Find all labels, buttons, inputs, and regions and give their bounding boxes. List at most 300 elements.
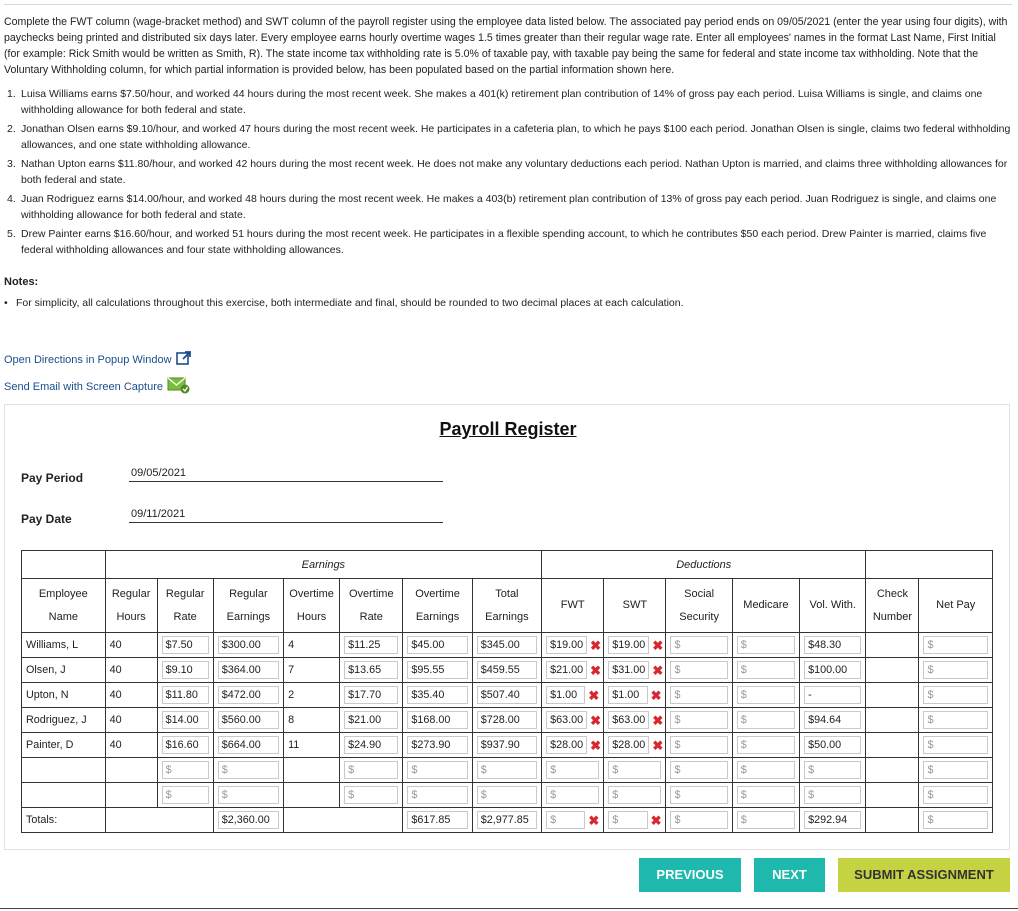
cell-content xyxy=(407,736,467,754)
cell-medicare[interactable] xyxy=(732,633,799,658)
header-text: Regular xyxy=(229,587,268,600)
item-text: Juan Rodriguez earns $14.00/hour, and worked 48 hours during the most recent week. He makes a 403(b) retirement plan contribution of 13% of gross pay each period. Juan Rodriguez is single, and claims one withholding allowance for both federal and state. xyxy=(21,193,997,221)
cell-ss[interactable] xyxy=(666,633,732,658)
cell-swt[interactable] xyxy=(604,708,666,733)
cell-ot-earn xyxy=(403,683,472,708)
cell-value[interactable]: $ xyxy=(737,761,795,779)
blank-cell xyxy=(284,808,403,833)
total-ss[interactable] xyxy=(666,808,732,833)
employee-item xyxy=(7,191,1012,223)
cell-content xyxy=(608,811,661,829)
cell-content xyxy=(804,761,861,779)
incorrect-icon: ✖ xyxy=(650,687,662,703)
cell-content xyxy=(344,736,398,754)
email-capture-icon xyxy=(167,376,191,397)
cell-value: 40 xyxy=(109,714,122,726)
cell-reg-rate xyxy=(157,658,213,683)
cell-ot-hours[interactable] xyxy=(284,758,340,783)
cell-content xyxy=(162,686,209,704)
cell-content xyxy=(870,711,914,729)
cell-value[interactable]: $ xyxy=(670,711,727,729)
cell-value[interactable]: $28.00 xyxy=(608,736,649,754)
cell-value[interactable]: $ xyxy=(162,761,209,779)
cell-check[interactable] xyxy=(866,658,919,683)
cell-content xyxy=(344,686,398,704)
cell-net-pay[interactable] xyxy=(919,633,993,658)
cell-check[interactable] xyxy=(866,783,919,808)
cell-content xyxy=(804,786,861,804)
cell-value[interactable]: $ xyxy=(546,786,599,804)
item-number: 1. xyxy=(7,88,16,100)
header-ot-earn xyxy=(403,579,472,633)
cell-value: $560.00 xyxy=(218,711,279,729)
cell-total-earn xyxy=(472,733,541,758)
cell-content xyxy=(477,711,537,729)
cell-ss[interactable] xyxy=(666,708,732,733)
cell-net-pay[interactable] xyxy=(919,733,993,758)
cell-fwt[interactable] xyxy=(542,708,604,733)
cell-content xyxy=(923,636,988,654)
cell-reg-hours xyxy=(105,683,157,708)
cell-value: $ xyxy=(670,811,727,829)
cell-value: Williams, L xyxy=(26,639,79,651)
cell-fwt[interactable] xyxy=(542,733,604,758)
cell-ot-hours xyxy=(284,658,340,683)
cell-reg-earn[interactable] xyxy=(213,783,283,808)
cell-value[interactable]: $28.00 xyxy=(546,736,587,754)
item-number: 5. xyxy=(7,228,16,240)
cell-value[interactable]: $63.00 xyxy=(546,711,587,729)
cell-value[interactable]: $1.00 xyxy=(608,686,647,704)
incorrect-icon: ✖ xyxy=(652,637,664,653)
incorrect-icon: ✖ xyxy=(588,812,600,828)
cell-content xyxy=(477,761,537,779)
cell-value[interactable]: $ xyxy=(670,736,727,754)
cell-fwt[interactable] xyxy=(542,683,604,708)
incorrect-icon: ✖ xyxy=(652,737,664,753)
cell-value: 40 xyxy=(109,639,122,651)
blank-cell xyxy=(866,551,993,579)
cell-total-earn[interactable] xyxy=(472,758,541,783)
cell-value[interactable]: $ xyxy=(344,786,398,804)
cell-value[interactable]: $ xyxy=(737,661,795,679)
total-swt[interactable] xyxy=(604,808,666,833)
incorrect-icon: ✖ xyxy=(590,737,602,753)
cell-content xyxy=(218,811,279,829)
cell-value[interactable]: $ xyxy=(477,786,537,804)
cell-value[interactable]: $19.00 xyxy=(608,636,649,654)
header-reg-hours xyxy=(105,579,157,633)
cell-value[interactable]: $ xyxy=(737,786,795,804)
cell-check[interactable] xyxy=(866,733,919,758)
cell-content xyxy=(477,636,537,654)
cell-content xyxy=(923,786,988,804)
employee-item xyxy=(7,156,1012,188)
cell-content xyxy=(218,686,279,704)
cell-content xyxy=(477,736,537,754)
cell-net-pay[interactable] xyxy=(919,758,993,783)
cell-content xyxy=(608,711,664,729)
cell-ot-earn xyxy=(403,733,472,758)
cell-name xyxy=(22,633,106,658)
cell-vol-with xyxy=(800,658,866,683)
cell-value[interactable]: $ xyxy=(162,786,209,804)
cell-value: $ xyxy=(608,811,647,829)
item-text: Nathan Upton earns $11.80/hour, and worked 42 hours during the most recent week. He does not make any voluntary deductions each period. Nathan Upton is married, and claims three withholding allowances for both federal and state. xyxy=(21,158,1008,186)
cell-swt[interactable] xyxy=(604,783,666,808)
cell-reg-earn[interactable] xyxy=(213,758,283,783)
cell-swt[interactable] xyxy=(604,733,666,758)
cell-content xyxy=(26,736,101,754)
cell-value[interactable]: $ xyxy=(670,761,727,779)
cell-value: $24.90 xyxy=(344,736,398,754)
cell-content xyxy=(870,661,914,679)
cell-net-pay[interactable] xyxy=(919,658,993,683)
cell-medicare[interactable] xyxy=(732,758,799,783)
cell-value[interactable]: $ xyxy=(923,736,988,754)
cell-content xyxy=(288,761,335,779)
cell-value: $21.00 xyxy=(344,711,398,729)
cell-value[interactable]: $21.00 xyxy=(546,661,587,679)
cell-ot-hours[interactable] xyxy=(284,783,340,808)
header-text: Security xyxy=(679,610,719,623)
cell-content xyxy=(110,786,153,804)
cell-content xyxy=(804,636,861,654)
cell-content xyxy=(737,736,795,754)
cell-content xyxy=(26,661,101,679)
cell-total-earn xyxy=(472,708,541,733)
cell-name xyxy=(22,658,106,683)
cell-content xyxy=(110,661,153,679)
employee-item xyxy=(7,86,1012,118)
send-email-link[interactable] xyxy=(4,376,191,397)
cell-content xyxy=(110,736,153,754)
cell-ss[interactable] xyxy=(666,733,732,758)
cell-value[interactable]: $ xyxy=(670,686,727,704)
cell-name[interactable] xyxy=(22,758,106,783)
payroll-register-panel xyxy=(4,404,1010,850)
cell-content xyxy=(546,811,599,829)
cell-reg-rate[interactable] xyxy=(157,783,213,808)
cell-content xyxy=(923,761,988,779)
pay-date-input[interactable]: 09/11/2021 xyxy=(129,508,443,523)
cell-ot-rate[interactable] xyxy=(340,783,403,808)
cell-content xyxy=(670,686,727,704)
cell-ot-hours xyxy=(284,708,340,733)
header-text: Vol. With. xyxy=(809,599,856,611)
cell-check[interactable] xyxy=(866,683,919,708)
cell-fwt[interactable] xyxy=(542,658,604,683)
cell-reg-rate[interactable] xyxy=(157,758,213,783)
cell-value: 4 xyxy=(288,639,295,651)
table-row xyxy=(22,758,993,783)
cell-content xyxy=(26,711,101,729)
cell-value[interactable]: $ xyxy=(923,761,988,779)
cell-value[interactable]: $ xyxy=(737,711,795,729)
pay-period-label: Pay Period xyxy=(21,471,84,485)
notes-heading: Notes: xyxy=(4,276,39,288)
cell-value[interactable]: $ xyxy=(923,636,988,654)
cell-vol-with xyxy=(800,683,866,708)
cell-ot-earn[interactable] xyxy=(403,758,472,783)
cell-value[interactable]: $ xyxy=(407,761,467,779)
payroll-register-table xyxy=(21,550,993,833)
cell-value: $364.00 xyxy=(218,661,279,679)
cell-content xyxy=(804,736,861,754)
cell-value: 11 xyxy=(288,739,300,751)
cell-content xyxy=(870,761,914,779)
cell-medicare[interactable] xyxy=(732,658,799,683)
cell-content xyxy=(608,786,661,804)
cell-value[interactable]: $ xyxy=(608,761,661,779)
incorrect-icon: ✖ xyxy=(652,712,664,728)
cell-content xyxy=(546,711,602,729)
cell-check[interactable] xyxy=(866,708,919,733)
cell-name xyxy=(22,683,106,708)
pay-date-label: Pay Date xyxy=(21,512,72,526)
header-text: Regular xyxy=(165,587,205,600)
cell-net-pay[interactable] xyxy=(919,708,993,733)
cell-value[interactable]: $ xyxy=(923,711,988,729)
header-ot-rate xyxy=(340,579,403,633)
cell-ot-rate xyxy=(340,633,403,658)
cell-value: $17.70 xyxy=(344,686,398,704)
cell-value[interactable]: $ xyxy=(737,736,795,754)
total-vol-with xyxy=(800,808,866,833)
cell-ot-earn[interactable] xyxy=(403,783,472,808)
cell-reg-rate xyxy=(157,708,213,733)
cell-value[interactable]: $ xyxy=(670,786,727,804)
header-text: Rate xyxy=(359,610,383,623)
total-fwt[interactable] xyxy=(542,808,604,833)
cell-value[interactable]: $ xyxy=(923,661,988,679)
cell-content xyxy=(923,686,988,704)
header-text: Earnings xyxy=(415,610,460,623)
cell-content xyxy=(288,711,335,729)
blank-cell xyxy=(105,808,213,833)
header-text: Medicare xyxy=(743,599,789,611)
incorrect-icon: ✖ xyxy=(588,687,600,703)
cell-content xyxy=(670,811,727,829)
cell-value[interactable]: $ xyxy=(737,636,795,654)
cell-value: $472.00 xyxy=(218,686,279,704)
cell-reg-earn xyxy=(213,683,283,708)
cell-content xyxy=(546,686,599,704)
cell-ss[interactable] xyxy=(666,758,732,783)
cell-content xyxy=(218,786,279,804)
total-medicare[interactable] xyxy=(732,808,799,833)
cell-swt[interactable] xyxy=(604,633,666,658)
cell-reg-hours[interactable] xyxy=(105,783,157,808)
cell-fwt[interactable] xyxy=(542,633,604,658)
cell-value[interactable]: $ xyxy=(218,786,279,804)
email-link-label: Send Email with Screen Capture xyxy=(4,380,163,393)
cell-check[interactable] xyxy=(866,633,919,658)
cell-ot-hours xyxy=(284,733,340,758)
cell-value: $100.00 xyxy=(804,661,861,679)
cell-reg-earn xyxy=(213,633,283,658)
submit-assignment-button[interactable]: SUBMIT ASSIGNMENT xyxy=(838,858,1010,892)
cell-value[interactable]: $ xyxy=(546,761,599,779)
cell-value[interactable]: $1.00 xyxy=(546,686,585,704)
cell-value: $617.85 xyxy=(407,811,467,829)
cell-ss[interactable] xyxy=(666,683,732,708)
employee-item xyxy=(7,226,1012,258)
cell-ot-hours xyxy=(284,633,340,658)
cell-value: $14.00 xyxy=(162,711,209,729)
header-text: SWT xyxy=(622,599,648,611)
cell-content xyxy=(162,761,209,779)
cell-reg-rate xyxy=(157,683,213,708)
header-reg-rate xyxy=(157,579,213,633)
cell-value[interactable]: $ xyxy=(737,686,795,704)
header-employee xyxy=(22,579,106,633)
cell-net-pay[interactable] xyxy=(919,683,993,708)
cell-value[interactable]: $ xyxy=(670,636,727,654)
cell-check[interactable] xyxy=(866,758,919,783)
cell-value: $11.25 xyxy=(344,636,398,654)
cell-content xyxy=(608,736,664,754)
total-net-pay[interactable] xyxy=(919,808,993,833)
cell-ot-rate xyxy=(340,683,403,708)
cell-content xyxy=(737,686,795,704)
cell-content xyxy=(407,686,467,704)
column-header-row xyxy=(22,579,993,633)
header-ot-hours xyxy=(284,579,340,633)
group-header-row xyxy=(22,551,993,579)
cell-content xyxy=(608,636,664,654)
cell-fwt[interactable] xyxy=(542,758,604,783)
total-label xyxy=(22,808,106,833)
cell-value[interactable]: $ xyxy=(344,761,398,779)
cell-content xyxy=(110,686,153,704)
cell-reg-hours xyxy=(105,733,157,758)
header-text: Earnings xyxy=(485,610,529,623)
table-row xyxy=(22,783,993,808)
cell-reg-hours[interactable] xyxy=(105,758,157,783)
cell-medicare[interactable] xyxy=(732,733,799,758)
cell-ot-rate xyxy=(340,658,403,683)
cell-medicare[interactable] xyxy=(732,683,799,708)
cell-value: $94.64 xyxy=(804,711,861,729)
cell-medicare[interactable] xyxy=(732,708,799,733)
cell-value: $45.00 xyxy=(407,636,467,654)
cell-value: 7 xyxy=(288,664,295,676)
cell-value: $728.00 xyxy=(477,711,537,729)
cell-content xyxy=(608,761,661,779)
cell-value: $168.00 xyxy=(407,711,467,729)
instructions-intro: Complete the FWT column (wage-bracket method) and SWT column of the payroll register using the employee data listed below. The associated pay period ends on 09/05/2021 (enter the year using four digits), with paychecks being printed and distributed six days later. Every employee earns hourly overtime wages 1.5 times greater than their regular wage rate. Enter all employees' names in the format Last Name, First Initial (for example: Rick Smith would be written as Smith, R). The state income tax withholding rate is 5.0% of taxable pay, with taxable pay being the same for federal and state income tax withholding. Note that the Voluntary Withholding column, for which partial information is provided below, has been populated based on the partial information shown here. xyxy=(4,16,1008,76)
cell-value: $459.55 xyxy=(477,661,537,679)
cell-vol-with[interactable] xyxy=(800,783,866,808)
cell-content xyxy=(162,786,209,804)
cell-medicare[interactable] xyxy=(732,783,799,808)
open-directions-popup-link[interactable] xyxy=(4,350,192,369)
cell-name xyxy=(22,733,106,758)
cell-swt[interactable] xyxy=(604,658,666,683)
incorrect-icon: ✖ xyxy=(590,637,602,653)
cell-value: $ xyxy=(737,811,795,829)
bottom-divider xyxy=(0,908,1018,909)
cell-value: Olsen, J xyxy=(26,664,66,676)
cell-value[interactable]: $ xyxy=(923,686,988,704)
cell-reg-rate xyxy=(157,633,213,658)
header-text: Number xyxy=(872,610,912,623)
cell-value: $300.00 xyxy=(218,636,279,654)
cell-vol-with[interactable] xyxy=(800,758,866,783)
cell-value[interactable]: $63.00 xyxy=(608,711,649,729)
register-title: Payroll Register xyxy=(439,419,577,439)
cell-content xyxy=(344,786,398,804)
cell-value[interactable]: $ xyxy=(218,761,279,779)
cell-content xyxy=(670,786,727,804)
cell-value[interactable]: $19.00 xyxy=(546,636,587,654)
header-text: FWT xyxy=(560,599,585,611)
cell-name[interactable] xyxy=(22,783,106,808)
cell-content xyxy=(608,686,661,704)
cell-reg-earn xyxy=(213,733,283,758)
cell-value[interactable]: $ xyxy=(407,786,467,804)
cell-fwt[interactable] xyxy=(542,783,604,808)
cell-content xyxy=(26,686,101,704)
cell-content xyxy=(26,811,101,829)
header-total-earn xyxy=(472,579,541,633)
cell-value[interactable]: $ xyxy=(670,661,727,679)
cell-content xyxy=(477,811,537,829)
pay-period-input[interactable]: 09/05/2021 xyxy=(129,467,443,482)
cell-total-earn[interactable] xyxy=(472,783,541,808)
cell-value[interactable]: $ xyxy=(923,786,988,804)
cell-content xyxy=(737,786,795,804)
cell-value[interactable]: $ xyxy=(804,786,861,804)
cell-value[interactable]: $ xyxy=(477,761,537,779)
cell-ot-rate[interactable] xyxy=(340,758,403,783)
cell-content xyxy=(110,636,153,654)
cell-content xyxy=(407,636,467,654)
deductions-group-label: Deductions xyxy=(542,551,866,579)
totals-row xyxy=(22,808,993,833)
header-text: Name xyxy=(48,610,78,623)
cell-content xyxy=(218,711,279,729)
next-button[interactable]: NEXT xyxy=(754,858,825,892)
cell-value: $345.00 xyxy=(477,636,537,654)
cell-ot-rate xyxy=(340,733,403,758)
popup-link-label: Open Directions in Popup Window xyxy=(4,353,172,366)
cell-reg-earn xyxy=(213,658,283,683)
previous-button[interactable]: PREVIOUS xyxy=(639,858,741,892)
cell-swt[interactable] xyxy=(604,758,666,783)
header-text: Employee xyxy=(38,587,88,600)
incorrect-icon: ✖ xyxy=(590,662,602,678)
bullet: • xyxy=(4,297,8,309)
cell-content xyxy=(288,736,335,754)
header-check xyxy=(866,579,919,633)
cell-content xyxy=(162,661,209,679)
cell-value[interactable]: $ xyxy=(608,786,661,804)
cell-ss[interactable] xyxy=(666,783,732,808)
cell-value[interactable]: $31.00 xyxy=(608,661,649,679)
cell-value[interactable]: $ xyxy=(804,761,861,779)
cell-content xyxy=(218,761,279,779)
total-ot-earn xyxy=(403,808,472,833)
cell-swt[interactable] xyxy=(604,683,666,708)
cell-net-pay[interactable] xyxy=(919,783,993,808)
cell-ss[interactable] xyxy=(666,658,732,683)
cell-content xyxy=(670,761,727,779)
cell-content xyxy=(477,786,537,804)
cell-value: $16.60 xyxy=(162,736,209,754)
header-text: Hours xyxy=(116,610,146,623)
